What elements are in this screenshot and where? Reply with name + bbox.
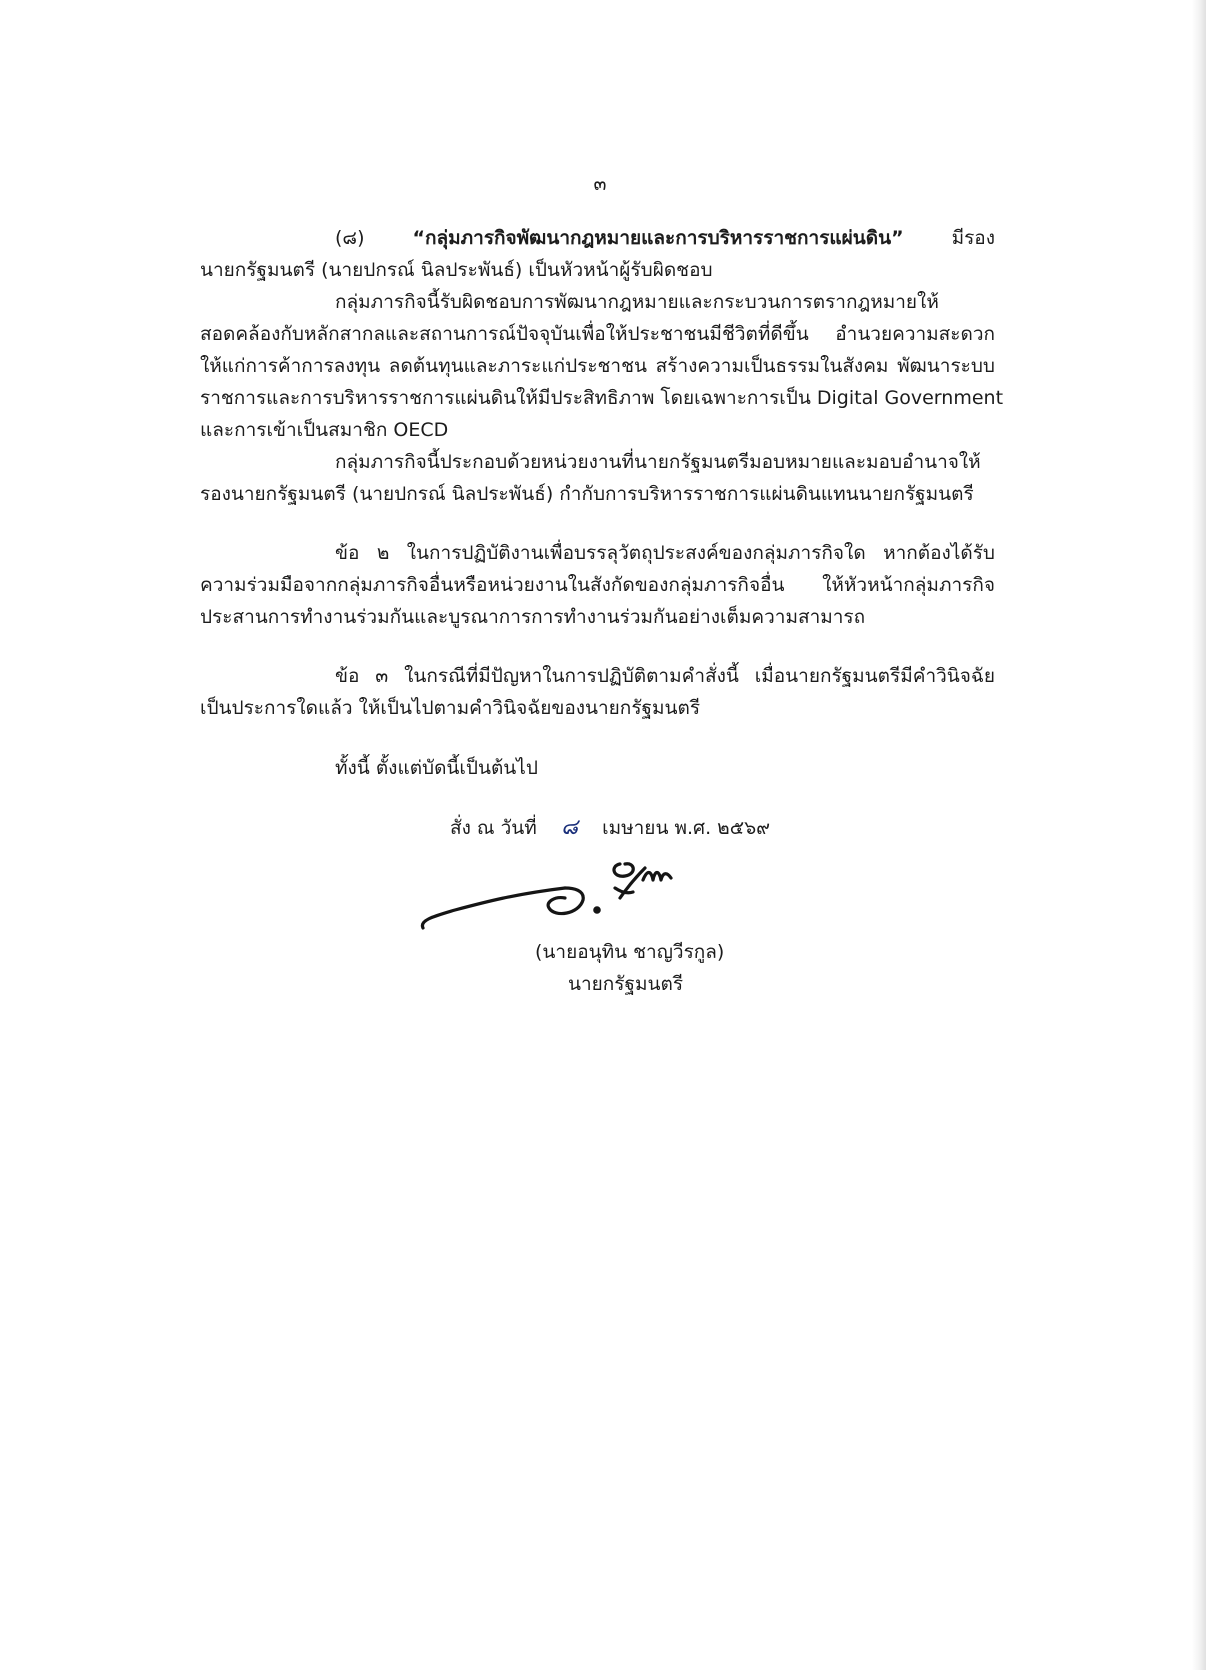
- section-8-para2-line2: รองนายกรัฐมนตรี (นายปกรณ์ นิลประพันธ์) กำกับการบริหารราชการแผ่นดินแทนนายกรัฐมนตรี: [200, 483, 974, 505]
- section-8-para1-line2: สอดคล้องกับหลักสากลและสถานการณ์ปัจจุบันเพื่อให้ประชาชนมีชีวิตที่ดีขึ้น อำนวยความสะดวก: [200, 323, 995, 345]
- section-8-para1-line3: ให้แก่การค้าการลงทุน ลดต้นทุนและภาระแก่ประชาชน สร้างความเป็นธรรมในสังคม พัฒนาระบบ: [200, 355, 995, 377]
- date-month-year: เมษายน พ.ศ. ๒๕๖๙: [602, 817, 771, 839]
- effective-statement: ทั้งนี้ ตั้งแต่บัดนี้เป็นต้นไป: [335, 757, 538, 779]
- signatory-name: (นายอนุทิน ชาญวีรกูล): [535, 941, 725, 963]
- date-prefix: สั่ง ณ วันที่: [450, 817, 537, 839]
- page-number: ๓: [593, 173, 607, 195]
- section-8-heading: [335, 222, 995, 254]
- section-8-para1-line4: ราชการและการบริหารราชการแผ่นดินให้มีประสิทธิภาพ โดยเฉพาะการเป็น Digital Government: [200, 387, 1004, 409]
- clause-2-line1: ข้อ ๒ ในการปฏิบัติงานเพื่อบรรลุวัตถุประสงค์ของกลุ่มภารกิจใด หากต้องได้รับ: [335, 542, 995, 564]
- clause-3-line1: ข้อ ๓ ในกรณีที่มีปัญหาในการปฏิบัติตามคำสั่งนี้ เมื่อนายกรัฐมนตรีมีคำวินิจฉัย: [335, 665, 995, 687]
- clause-2-line3: ประสานการทำงานร่วมกันและบูรณาการการทำงานร่วมกันอย่างเต็มความสามารถ: [200, 606, 866, 628]
- date-day: ๘: [560, 815, 578, 840]
- section-8-heading-tail: มีรอง: [951, 227, 995, 249]
- clause-2-line2: ความร่วมมือจากกลุ่มภารกิจอื่นหรือหน่วยงานในสังกัดของกลุ่มภารกิจอื่น ให้หัวหน้ากลุ่มภารกิจ: [200, 574, 995, 596]
- clause-3-line2: เป็นประการใดแล้ว ให้เป็นไปตามคำวินิจฉัยของนายกรัฐมนตรี: [200, 697, 701, 719]
- section-8-responsible: นายกรัฐมนตรี (นายปกรณ์ นิลประพันธ์) เป็นหัวหน้าผู้รับผิดชอบ: [200, 259, 713, 281]
- section-8-title: “กลุ่มภารกิจพัฒนากฎหมายและการบริหารราชการแผ่นดิน”: [412, 227, 904, 249]
- page-edge-shadow: [1192, 0, 1206, 1670]
- section-8-number: (๘): [335, 227, 365, 249]
- section-8-para2-line1: กลุ่มภารกิจนี้ประกอบด้วยหน่วยงานที่นายกรัฐมนตรีมอบหมายและมอบอำนาจให้: [335, 451, 981, 473]
- section-8-para1-line1: กลุ่มภารกิจนี้รับผิดชอบการพัฒนากฎหมายและกระบวนการตรากฎหมายให้: [335, 291, 939, 313]
- signatory-position: นายกรัฐมนตรี: [568, 973, 684, 995]
- section-8-para1-line5: และการเข้าเป็นสมาชิก OECD: [200, 419, 449, 441]
- order-date: [450, 812, 770, 844]
